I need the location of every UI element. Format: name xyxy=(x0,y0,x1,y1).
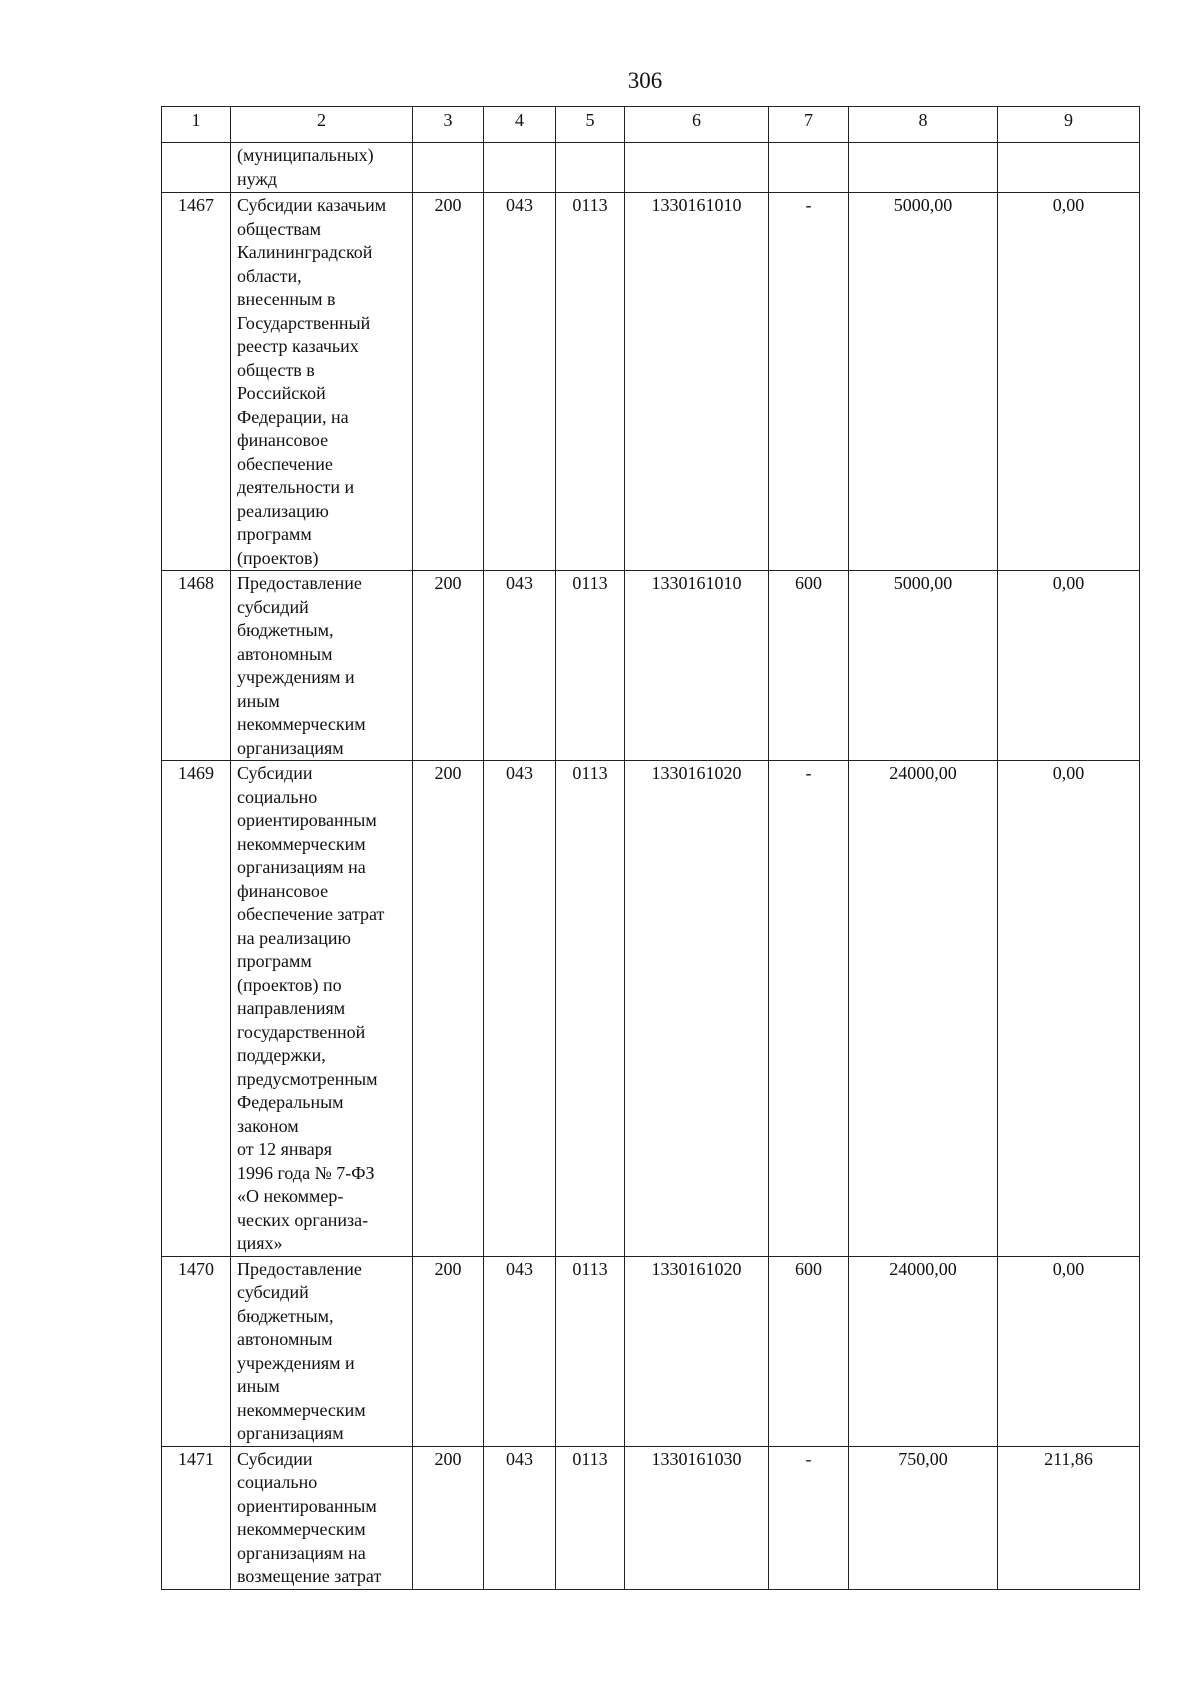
row-name-line: Субсидии xyxy=(237,1448,313,1469)
col-5-cell: 0113 xyxy=(556,761,625,1257)
col-6-cell: 1330161010 xyxy=(625,193,769,571)
col-9-cell xyxy=(998,143,1140,193)
col-6-cell: 1330161010 xyxy=(625,571,769,761)
col-7-cell: - xyxy=(769,761,849,1257)
table-row xyxy=(162,571,1140,761)
row-name-line: учреждениям и xyxy=(237,667,355,687)
row-name-line: Субсидии xyxy=(237,763,313,783)
row-name-line: организациям на xyxy=(237,857,366,877)
row-name-line: социально xyxy=(237,786,318,807)
row-name-line: программ xyxy=(237,524,312,544)
row-name-line: циях» xyxy=(237,1233,283,1253)
row-name-line: бюджетным, xyxy=(237,1305,334,1326)
row-name-line: нужд xyxy=(237,168,277,189)
row-name-line: ориентированным xyxy=(237,1495,377,1516)
col-7-cell: 600 xyxy=(769,1256,849,1446)
row-name-line: Государственный xyxy=(237,312,371,333)
table-row xyxy=(162,1256,1140,1446)
row-name-cell xyxy=(231,761,413,1257)
row-name-line: законом xyxy=(237,1115,299,1136)
row-name-line: некоммерческим xyxy=(237,833,366,854)
row-name-line: некоммерческим xyxy=(237,714,366,734)
header-cell-5: 5 xyxy=(556,107,625,143)
col-5-cell: 0113 xyxy=(556,571,625,761)
col-3-cell: 200 xyxy=(413,193,484,571)
table-body xyxy=(162,143,1140,1590)
col-9-cell: 0,00 xyxy=(998,571,1140,761)
col-8-cell: 5000,00 xyxy=(849,571,998,761)
row-name-line: субсидий xyxy=(237,1282,309,1302)
row-name-line: некоммерческим xyxy=(237,1399,366,1420)
row-number-cell: 1468 xyxy=(162,571,231,761)
col-8-cell: 750,00 xyxy=(849,1446,998,1589)
row-name-line: ческих организа- xyxy=(237,1209,369,1230)
header-row xyxy=(162,107,1140,143)
col-7-cell: - xyxy=(769,193,849,571)
col-4-cell: 043 xyxy=(484,761,556,1257)
row-name-line: государственной xyxy=(237,1021,366,1042)
header-cell-6: 6 xyxy=(625,107,769,143)
row-name-line: обществ в xyxy=(237,359,315,380)
header-cell-7: 7 xyxy=(769,107,849,143)
col-3-cell: 200 xyxy=(413,1446,484,1589)
row-name-line: направлениям xyxy=(237,998,346,1018)
row-name-line: иным xyxy=(237,690,280,711)
col-4-cell xyxy=(484,143,556,193)
row-name-line: субсидий xyxy=(237,596,309,617)
row-number-cell: 1470 xyxy=(162,1256,231,1446)
row-name-line: «О некоммер- xyxy=(237,1186,344,1206)
row-name-line: области, xyxy=(237,265,302,286)
header-cell-4: 4 xyxy=(484,107,556,143)
row-name-line: обеспечение xyxy=(237,453,333,474)
row-name-line: Федерации, на xyxy=(237,406,349,427)
col-9-cell: 0,00 xyxy=(998,761,1140,1257)
col-8-cell: 24000,00 xyxy=(849,1256,998,1446)
row-name-line: программ xyxy=(237,951,312,971)
row-name-line: Предоставление xyxy=(237,1258,362,1279)
row-number-cell xyxy=(162,143,231,193)
col-9-cell: 0,00 xyxy=(998,193,1140,571)
row-name-cell xyxy=(231,143,413,193)
table-row xyxy=(162,193,1140,571)
col-5-cell xyxy=(556,143,625,193)
header-cell-8: 8 xyxy=(849,107,998,143)
row-name-line: от 12 января xyxy=(237,1139,333,1159)
col-5-cell: 0113 xyxy=(556,1446,625,1589)
row-name-line: реализацию xyxy=(237,500,329,521)
row-name-line: Субсидии казачьим xyxy=(237,195,387,215)
page-number: 306 xyxy=(627,68,663,93)
row-name-line: автономным xyxy=(237,1329,333,1349)
row-name-line: Калининградской xyxy=(237,242,373,262)
row-name-line: Российской xyxy=(237,383,326,403)
col-7-cell: - xyxy=(769,1446,849,1589)
col-4-cell: 043 xyxy=(484,571,556,761)
row-name-line: (муниципальных) xyxy=(237,145,374,165)
row-number-cell: 1469 xyxy=(162,761,231,1257)
row-name-line: ориентированным xyxy=(237,810,377,830)
col-8-cell: 24000,00 xyxy=(849,761,998,1257)
col-4-cell: 043 xyxy=(484,1256,556,1446)
col-4-cell: 043 xyxy=(484,193,556,571)
row-name-line: предусмотренным xyxy=(237,1068,378,1089)
row-name-line: реестр казачьих xyxy=(237,336,359,356)
table-row xyxy=(162,1446,1140,1589)
row-name-line: 1996 года № 7-ФЗ xyxy=(237,1162,375,1183)
header-cell-2: 2 xyxy=(231,107,413,143)
col-8-cell: 5000,00 xyxy=(849,193,998,571)
header-cell-3: 3 xyxy=(413,107,484,143)
row-name-line: (проектов) xyxy=(237,547,319,568)
header-cell-1: 1 xyxy=(162,107,231,143)
row-name-line: обществам xyxy=(237,218,321,239)
col-9-cell: 0,00 xyxy=(998,1256,1140,1446)
row-name-line: бюджетным, xyxy=(237,620,334,640)
col-6-cell: 1330161030 xyxy=(625,1446,769,1589)
col-3-cell xyxy=(413,143,484,193)
col-5-cell: 0113 xyxy=(556,1256,625,1446)
row-name-line: Федеральным xyxy=(237,1092,344,1112)
row-name-line: учреждениям и xyxy=(237,1352,355,1373)
row-name-cell xyxy=(231,1256,413,1446)
row-name-line: организациям на xyxy=(237,1542,366,1563)
row-name-line: на реализацию xyxy=(237,927,351,948)
col-5-cell: 0113 xyxy=(556,193,625,571)
row-name-line: (проектов) по xyxy=(237,974,342,995)
row-name-line: некоммерческим xyxy=(237,1519,366,1539)
header-cell-9: 9 xyxy=(998,107,1140,143)
table-row xyxy=(162,143,1140,193)
col-4-cell: 043 xyxy=(484,1446,556,1589)
row-name-line: деятельности и xyxy=(237,477,355,497)
col-3-cell: 200 xyxy=(413,761,484,1257)
col-7-cell: 600 xyxy=(769,571,849,761)
row-number-cell: 1467 xyxy=(162,193,231,571)
col-9-cell: 211,86 xyxy=(998,1446,1140,1589)
col-3-cell: 200 xyxy=(413,571,484,761)
row-name-line: возмещение затрат xyxy=(237,1566,382,1586)
row-number-cell: 1471 xyxy=(162,1446,231,1589)
col-6-cell xyxy=(625,143,769,193)
row-name-line: Предоставление xyxy=(237,573,362,593)
col-6-cell: 1330161020 xyxy=(625,1256,769,1446)
row-name-line: организациям xyxy=(237,737,344,758)
row-name-line: социально xyxy=(237,1472,318,1492)
budget-table xyxy=(161,106,1140,1590)
row-name-line: иным xyxy=(237,1376,280,1396)
table-row xyxy=(162,761,1140,1257)
row-name-line: поддержки, xyxy=(237,1045,326,1065)
col-6-cell: 1330161020 xyxy=(625,761,769,1257)
row-name-line: организациям xyxy=(237,1423,344,1443)
row-name-cell xyxy=(231,193,413,571)
row-name-cell xyxy=(231,571,413,761)
col-7-cell xyxy=(769,143,849,193)
row-name-line: обеспечение затрат xyxy=(237,904,385,924)
col-3-cell: 200 xyxy=(413,1256,484,1446)
row-name-line: автономным xyxy=(237,643,333,664)
row-name-line: финансовое xyxy=(237,880,329,901)
row-name-cell xyxy=(231,1446,413,1589)
row-name-line: внесенным в xyxy=(237,289,336,309)
row-name-line: финансовое xyxy=(237,430,329,450)
col-8-cell xyxy=(849,143,998,193)
